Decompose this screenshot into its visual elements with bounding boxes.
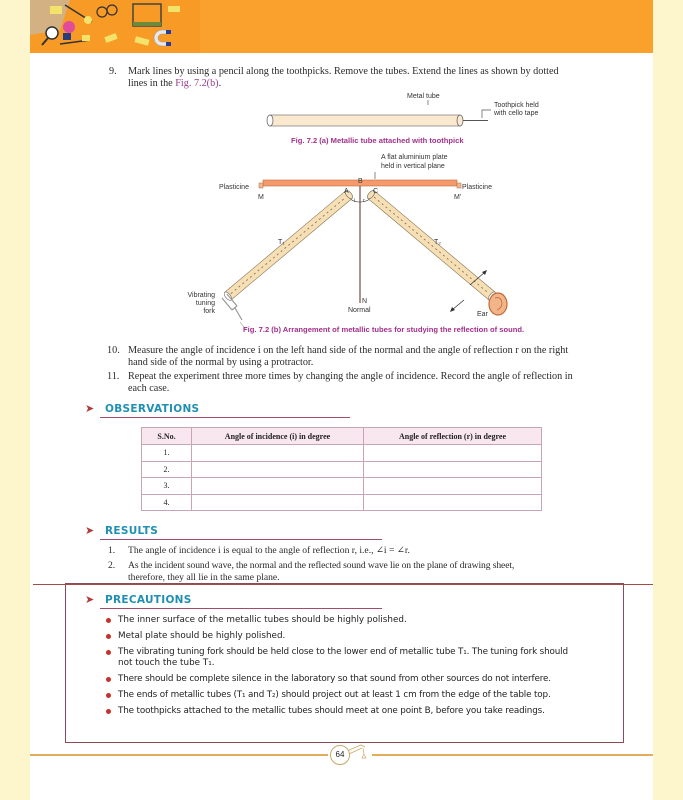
section-arrow-icon: ➤	[85, 593, 95, 606]
step-text-line2	[128, 78, 221, 90]
plate-label-line2: held in vertical plane	[381, 163, 445, 170]
step-text: Measure the angle of incidence i on the left hand side of the normal and the angle of reflection r on the right	[128, 345, 569, 356]
table-row	[142, 478, 542, 495]
figure-b-caption: Fig. 7.2 (b) Arrangement of metallic tubes for studying the reflection of sound.	[243, 325, 525, 334]
toothpick-label: Toothpick held	[494, 102, 539, 109]
normal-label: Normal	[348, 307, 371, 314]
observations-heading: OBSERVATIONS	[105, 403, 200, 415]
step-text-line2: hand side of the normal by using a protractor.	[128, 357, 314, 368]
angle-i-label: i	[354, 198, 356, 204]
tube-t1-label: T₁	[278, 239, 285, 246]
cell-incidence[interactable]	[192, 445, 364, 462]
bullet-icon	[106, 677, 111, 682]
plate-label: A flat aluminium plate	[381, 154, 448, 161]
figure-b-reflection-diagram	[180, 170, 540, 330]
footer-line-left	[30, 754, 328, 756]
results-rule	[100, 539, 382, 540]
bullet-icon	[106, 634, 111, 639]
tube-t2-label: T₂	[434, 239, 441, 246]
tuning-fork-label: Vibrating	[187, 292, 215, 299]
text: .	[218, 78, 222, 89]
table-header-row	[142, 428, 542, 445]
precaution-item: The toothpicks attached to the metallic tubes should meet at one point B, before you take readings.	[118, 706, 545, 716]
section-arrow-icon: ➤	[85, 524, 95, 537]
flask-icon	[349, 742, 373, 762]
step-text: Mark lines by using a pencil along the toothpicks. Remove the tubes. Extend the lines as shown by dotted	[128, 66, 559, 77]
footer-line-right	[372, 754, 653, 756]
table-row	[142, 494, 542, 511]
precaution-item: Metal plate should be highly polished.	[118, 631, 286, 641]
point-a-label: A	[344, 188, 349, 195]
cell-reflection[interactable]	[364, 461, 542, 478]
step-text: Repeat the experiment three more times by changing the angle of incidence. Record the angle of reflection in	[128, 371, 573, 382]
header-science-illustration-icon	[30, 0, 200, 53]
point-m-prime-label: M'	[454, 194, 462, 201]
bullet-icon	[106, 650, 111, 655]
bullet-icon	[106, 618, 111, 623]
figure-link[interactable]: Fig. 7.2(b)	[175, 78, 219, 89]
cell-reflection[interactable]	[364, 445, 542, 462]
precautions-rule	[100, 608, 382, 609]
page-number: 64	[330, 745, 350, 765]
point-b-label: B	[358, 178, 363, 185]
result-number: 2.	[108, 560, 116, 571]
observations-table	[141, 427, 542, 511]
table-row	[142, 461, 542, 478]
cell-reflection[interactable]	[364, 478, 542, 495]
step-number: 10.	[107, 345, 120, 356]
cell-incidence[interactable]	[192, 478, 364, 495]
plasticine-left-label: Plasticine	[219, 184, 249, 191]
bullet-icon	[106, 693, 111, 698]
tuning-fork-label-line2: tuning	[195, 300, 215, 307]
cell-incidence[interactable]	[192, 461, 364, 478]
precaution-item: The ends of metallic tubes (T₁ and T₂) should project out at least 1 cm from the edge of the table top.	[118, 690, 551, 700]
header-incidence: Angle of incidence (i) in degree	[192, 428, 364, 445]
point-c-label: C	[373, 188, 379, 195]
observations-rule	[100, 417, 350, 418]
angle-r-label: r	[363, 198, 365, 204]
plasticine-right-label: Plasticine	[462, 184, 492, 191]
result-text-line2: therefore, they all lie in the same plane.	[128, 572, 280, 583]
cell-sno: 4.	[142, 494, 192, 511]
cell-reflection[interactable]	[364, 494, 542, 511]
metal-tube-label: Metal tube	[407, 93, 440, 100]
figure-a-caption: Fig. 7.2 (a) Metallic tube attached with toothpick	[291, 136, 464, 145]
step-number: 11.	[107, 371, 120, 382]
result-text: The angle of incidence i is equal to the angle of reflection r, i.e., ∠i = ∠r.	[128, 545, 410, 556]
step-number: 9.	[109, 66, 117, 77]
precautions-heading: PRECAUTIONS	[105, 594, 192, 606]
result-number: 1.	[108, 545, 116, 556]
header-sno: S.No.	[142, 428, 192, 445]
header-reflection: Angle of reflection (r) in degree	[364, 428, 542, 445]
text: lines in the	[128, 78, 176, 89]
point-n-label: N	[362, 298, 368, 305]
result-text: As the incident sound wave, the normal and the reflected sound wave lie on the plane of drawing sheet,	[128, 560, 515, 571]
precaution-item-line2: not touch the tube T₁.	[118, 658, 215, 668]
precaution-item: The vibrating tuning fork should be held close to the lower end of metallic tube T₁. The tuning fork should	[118, 647, 568, 657]
precaution-item: The inner surface of the metallic tubes should be highly polished.	[118, 615, 407, 625]
point-m-label: M	[258, 194, 264, 201]
step-text-line2: each case.	[128, 383, 170, 394]
table-row	[142, 445, 542, 462]
toothpick-label-line2: with cello tape	[494, 110, 539, 117]
section-arrow-icon: ➤	[85, 402, 95, 415]
tuning-fork-label-line3: fork	[203, 308, 215, 315]
ear-label: Ear	[477, 311, 488, 318]
results-heading: RESULTS	[105, 525, 159, 537]
precaution-item: There should be complete silence in the laboratory so that sound from other sources do not interfere.	[118, 674, 551, 684]
cell-sno: 2.	[142, 461, 192, 478]
ear-icon	[489, 293, 507, 315]
cell-sno: 3.	[142, 478, 192, 495]
cell-sno: 1.	[142, 445, 192, 462]
bullet-icon	[106, 709, 111, 714]
cell-incidence[interactable]	[192, 494, 364, 511]
